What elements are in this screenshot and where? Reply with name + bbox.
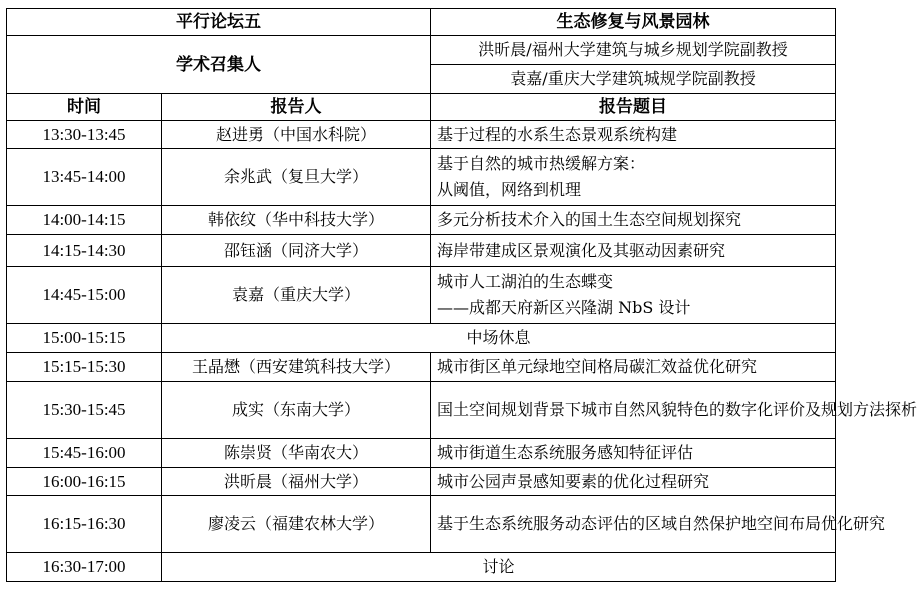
time-cell: 16:15-16:30 xyxy=(7,496,162,553)
topic-line: 从阈值，网络到机理 xyxy=(437,180,582,199)
topic-cell xyxy=(431,439,836,468)
time-cell: 16:00-16:15 xyxy=(7,468,162,496)
convener-1: 洪昕晨/福州大学建筑与城乡规划学院副教授 xyxy=(431,36,836,65)
time-cell: 15:00-15:15 xyxy=(7,324,162,353)
topic-cell xyxy=(431,206,836,235)
convener-row xyxy=(7,36,836,65)
topic-line: 海岸带建成区景观演化及其驱动因素研究 xyxy=(437,240,726,260)
speaker-cell: 王晶懋（西安建筑科技大学） xyxy=(162,353,431,382)
break-cell: 中场休息 xyxy=(162,324,836,353)
convener-2: 袁嘉/重庆大学建筑城规学院副教授 xyxy=(431,65,836,94)
title-row xyxy=(7,9,836,36)
table-row xyxy=(7,149,836,206)
time-cell: 14:00-14:15 xyxy=(7,206,162,235)
time-cell: 16:30-17:00 xyxy=(7,553,162,582)
time-cell: 14:15-14:30 xyxy=(7,235,162,267)
speaker-cell: 廖凌云（福建农林大学） xyxy=(162,496,431,553)
table-row xyxy=(7,121,836,149)
time-cell: 15:15-15:30 xyxy=(7,353,162,382)
topic-line: 基于过程的水系生态景观系统构建 xyxy=(437,124,678,144)
table-row xyxy=(7,235,836,267)
break-row xyxy=(7,324,836,353)
break-row xyxy=(7,553,836,582)
time-cell: 13:45-14:00 xyxy=(7,149,162,206)
speaker-cell: 成实（东南大学） xyxy=(162,382,431,439)
convener-label: 学术召集人 xyxy=(7,36,431,94)
topic-cell xyxy=(431,149,836,206)
speaker-cell: 邵钰涵（同济大学） xyxy=(162,235,431,267)
forum-schedule-table xyxy=(6,8,917,582)
topic-cell xyxy=(431,267,836,324)
table-row xyxy=(7,439,836,468)
time-cell: 15:45-16:00 xyxy=(7,439,162,468)
topic-line: 基于自然的城市热缓解方案： xyxy=(437,154,646,173)
speaker-cell: 袁嘉（重庆大学） xyxy=(162,267,431,324)
column-header-time: 时间 xyxy=(7,94,162,121)
time-cell: 15:30-15:45 xyxy=(7,382,162,439)
topic-cell: 基于生态系统服务动态评估的区域自然保护地空间布局优化研究 xyxy=(431,496,836,553)
table-row xyxy=(7,382,836,439)
time-cell: 13:30-13:45 xyxy=(7,121,162,149)
table-row xyxy=(7,496,836,553)
forum-name: 平行论坛五 xyxy=(7,9,431,36)
column-header-speaker: 报告人 xyxy=(162,94,431,121)
topic-cell xyxy=(431,235,836,267)
topic-cell: 国土空间规划背景下城市自然风貌特色的数字化评价及规划方法探析 xyxy=(431,382,836,439)
speaker-cell: 洪昕晨（福州大学） xyxy=(162,468,431,496)
speaker-cell: 陈崇贤（华南农大） xyxy=(162,439,431,468)
table-row xyxy=(7,353,836,382)
topic-line: ——成都天府新区兴隆湖 NbS 设计 xyxy=(437,298,691,317)
topic-line: 城市人工湖泊的生态蝶变 xyxy=(437,272,614,291)
time-cell: 14:45-15:00 xyxy=(7,267,162,324)
topic-line: 城市公园声景感知要素的优化过程研究 xyxy=(437,471,710,491)
topic-line: 城市街道生态系统服务感知特征评估 xyxy=(437,443,694,462)
table-row xyxy=(7,206,836,235)
table-row xyxy=(7,267,836,324)
topic-line: 城市街区单元绿地空间格局碳汇效益优化研究 xyxy=(437,357,758,376)
topic-line: 多元分析技术介入的国土生态空间规划探究 xyxy=(437,210,742,229)
topic-cell xyxy=(431,468,836,496)
table-row xyxy=(7,468,836,496)
speaker-cell: 赵进勇（中国水科院） xyxy=(162,121,431,149)
speaker-cell: 余兆武（复旦大学） xyxy=(162,149,431,206)
column-header-row xyxy=(7,94,836,121)
topic-cell xyxy=(431,353,836,382)
topic-cell xyxy=(431,121,836,149)
discussion-cell: 讨论 xyxy=(162,553,836,582)
column-header-topic: 报告题目 xyxy=(431,94,836,121)
forum-theme: 生态修复与风景园林 xyxy=(431,9,836,36)
speaker-cell: 韩依纹（华中科技大学） xyxy=(162,206,431,235)
